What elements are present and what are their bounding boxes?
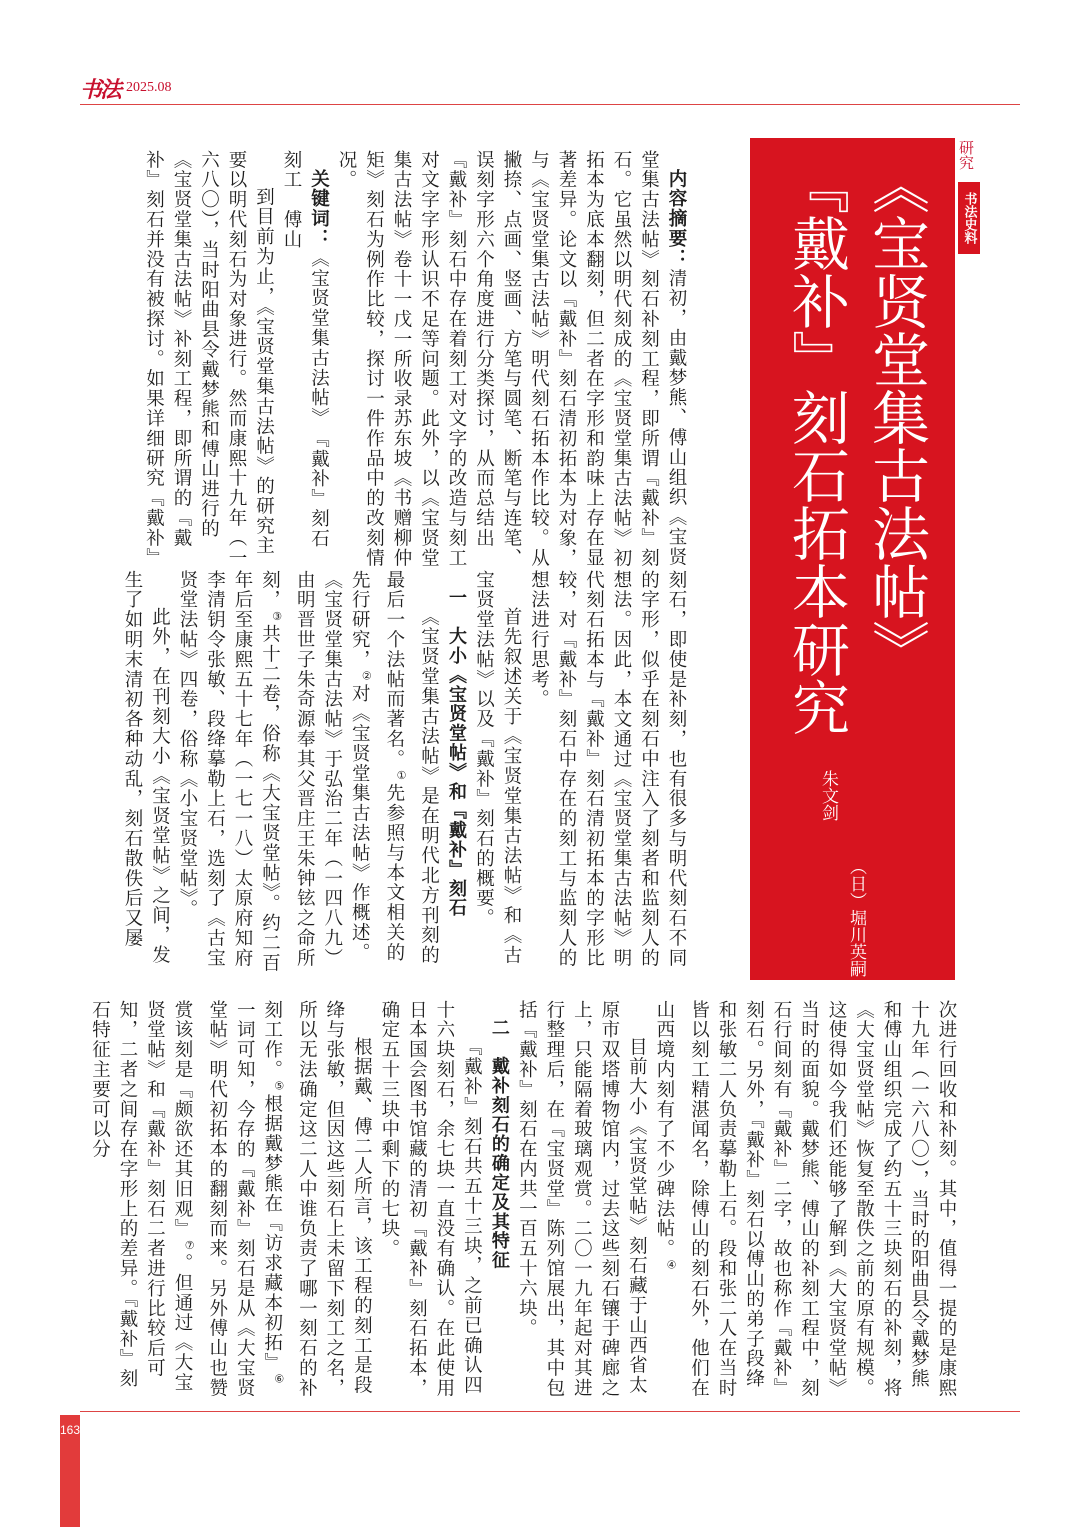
footnote-1: ① [395, 769, 408, 784]
footnote-5: ⑤ [272, 1079, 286, 1095]
section-1-text-b: 先参照与本文相关的先行研究， [349, 570, 405, 963]
section-2-paragraph-1: 『戴补』刻石共五十三块，之前已确认四十六块刻石，余七块一直没有确认。在此使用日本国会图书馆藏的清初『戴补』刻石拓本，确定五十三块中剩下的七块。 [378, 1000, 483, 1398]
article-title-line2: 『戴补』刻石拓本研究 [782, 156, 850, 736]
header-rule [80, 104, 1020, 105]
section-tag-research: 研究 [957, 140, 975, 170]
footnote-7: ⑦ [183, 1238, 197, 1254]
column-bottom [89, 1000, 960, 1405]
section-1-text-a: 《宝贤堂集古法帖》是在明代北方刊刻的最后一个法帖而著名。 [383, 570, 440, 966]
journal-logo: 书法 [80, 76, 121, 103]
section-2-text-d: 。但通过《大宝贤堂帖》和『戴补』刻石二者进行比较后可知，二者之间存在字形上的差异。『戴补』刻石特征主要可以分 [89, 1000, 194, 1393]
section-2-heading: 二 戴补刻石的确定及其特征 [488, 1018, 510, 1271]
title-block [750, 138, 955, 980]
issue-number: 2025.08 [126, 80, 172, 95]
footnote-3: ③ [270, 609, 284, 625]
col3-paragraph-2: 目前大小《宝贤堂帖》刻石藏于山西省太原市双塔博物馆内，过去这些刻石镶于碑廊之上，只能隔着玻璃观赏。二〇一九年起对其进行整理后，在『宝贤堂』陈列馆展出，其中包括『戴补』刻石在内共一百五十六块。 [516, 1000, 648, 1398]
footnote-6: ⑥ [272, 1372, 286, 1388]
column-top-right [100, 150, 690, 570]
keywords-label: 关键词： [308, 168, 330, 249]
section-2-text-a: 根据戴、傅二人所言，该工程的刻工是段绛与张敏，但因这些刻石上未留下刻工之名，所以无法确定这二人中谁负责了哪一刻石的补刻工作。 [261, 1000, 373, 1398]
abstract [333, 150, 691, 570]
journal-header [80, 74, 172, 102]
intro-paragraph: 到目前为止，《宝贤堂集古法帖》的研究主要以明代刻石为对象进行。然而康熙十九年（一六八〇），当时阳曲县令戴梦熊和傅山进行的《宝贤堂集古法帖》补刻工程，即所谓的『戴补』刻石并没有被探讨。如果详细研究『戴补』 [143, 150, 275, 568]
abstract-label: 内容摘要： [666, 168, 687, 268]
section-1-text-d: 共十二卷，俗称《大宝贤堂帖》。约二百年后至康熙五十七年（一七一八）太原府知府李清钥令张敏、段绛摹勒上石，选刻了《古宝贤堂法帖》四卷，俗称《小宝贤堂帖》。 [177, 570, 281, 974]
keywords [278, 150, 333, 570]
column-top-left [100, 570, 690, 980]
footnote-4: ④ [665, 1258, 678, 1274]
section-1-paragraph-2: 此外，在刊刻大小《宝贤堂帖》之间，发生了如明末清初各种动乱，刻石散佚后又屡 [122, 570, 171, 966]
page-number: 163 [60, 1423, 81, 1437]
footnote-2: ② [360, 669, 374, 684]
abstract-text: 清初，由戴梦熊、傅山组织《宝贤堂集古法帖》刻石补刻工程，即所谓『戴补』刻石。它虽然以明代刻成的《宝贤堂集古法帖》初拓本为底本翻刻，但二者在字形和韵味上存在显著差异。论文以『戴补』刻石清初拓本为对象，与《宝贤堂集古法帖》明代刻石拓本作比较。从撇捺、点画、竖画、方笔与圆笔、断笔与连笔、误刻字形六个角度进行分类探讨，从而总结出『戴补』刻石中存在着刻工对文字的改造与刻工对文字字形认识不足等问题。此外，以《宝贤堂集古法帖》卷十一戊一所收录苏东坡《书赠柳仲矩》刻石为例作比较，探讨一件作品中的改刻情况。 [336, 150, 687, 568]
section-1-text-c: 对《宝贤堂集古法帖》作概述。《宝贤堂集古法帖》于弘治二年（一四八九）由明晋世子朱奇源奉其父晋庄王朱钟铉之命所刻， [259, 570, 371, 968]
section-2-text-c: 一词可知，今存的『戴补』刻石是从《大宝贤堂帖》明代初拓本的翻刻而来。另外傅山也赞赏该刻是『颇欲还其旧观』 [172, 1000, 256, 1398]
section-2-text-b: 根据戴梦熊在『访求藏本初拓』 [261, 1094, 283, 1373]
section-2-paragraph-2 [86, 1000, 375, 1405]
section-1-paragraph-1 [174, 570, 443, 980]
col2-paragraph-1: 刻石，即使是补刻，也有很多与明代刻石不同的字形，似乎在刻石中注入了刻者和监刻人的想法。因此，本文通过《宝贤堂集古法帖》明代刻石拓本与『戴补』刻石清初拓本的字形比较，对『戴补』刻石中存在的刻工与监刻人的想法进行思考。 [528, 570, 687, 968]
section-1-heading: 一 大小《宝贤堂帖》和『戴补』刻石 [446, 588, 467, 918]
page-spine [60, 1415, 80, 1527]
footer-rule [80, 1411, 1020, 1412]
keywords-text: 《宝贤堂集古法帖》 『戴补』刻石 刻工 傅山 [281, 150, 330, 568]
section-tag-category: 书法史料 [958, 182, 980, 254]
author-1: 朱文剑 [818, 770, 838, 821]
col3-text-a: 次进行回收和补刻。其中，值得一提的是康熙十九年（一六八〇），当时的阳曲县令戴梦熊和傅山组织完成了约五十三块刻石的补刻，将《大宝贤堂帖》恢复至散佚之前的原有规模。这使得如今我们还能够了解到《大宝贤堂帖》当时的面貌。戴梦熊、傅山的补刻工程中，刻石行间刻有『戴补』二字，故也称作『戴补』刻石。另外，『戴补』刻石以傅山的弟子段绛和张敏二人负责摹勒上石。段和张二人在当时皆以刻工精湛闻名，除傅山的刻石外，他们在山西境内刻有了不少碑法帖。 [653, 1000, 957, 1398]
col2-paragraph-2: 首先叙述关于《宝贤堂集古法帖》和《古宝贤堂法帖》以及『戴补』刻石的概要。 [473, 570, 522, 966]
article-title-line1: 《宝贤堂集古法帖》 [862, 156, 930, 678]
author-2: （日）堀川英嗣 [846, 858, 866, 977]
col3-paragraph-1 [650, 1000, 960, 1405]
